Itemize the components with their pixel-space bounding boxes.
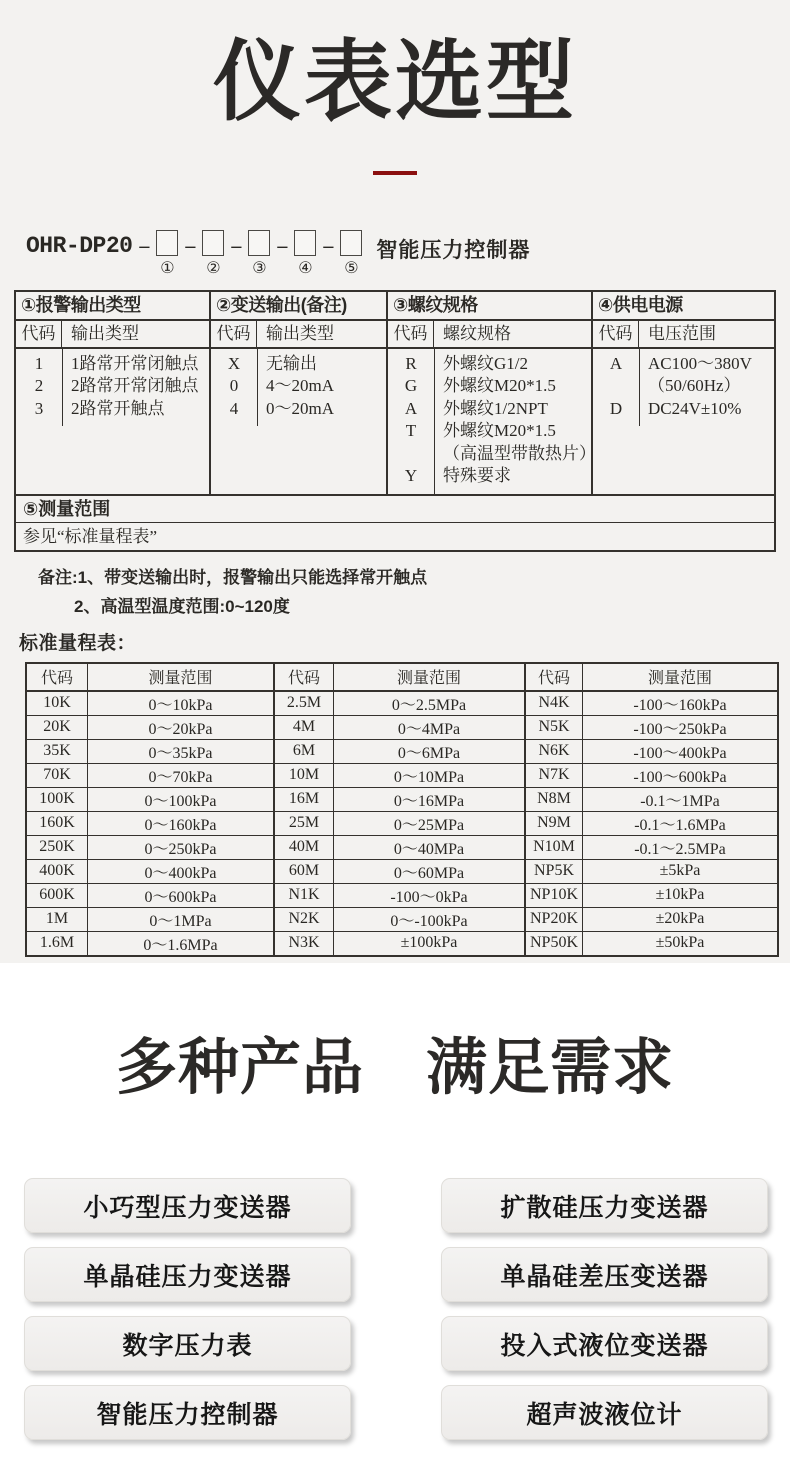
range-code-cell: N1K [274, 883, 334, 907]
desc-cell: 2路常开常闭触点 [71, 376, 199, 396]
range-value-cell: 0～60MPa [334, 859, 526, 883]
code-cell: 3 [34, 398, 44, 418]
position-number: ④ [298, 259, 313, 277]
model-dash: – [231, 234, 242, 257]
range-code-cell: NP10K [525, 883, 583, 907]
range-value-cell: 0～400kPa [88, 859, 275, 883]
range-code-cell: N2K [274, 907, 334, 931]
range-value-cell: 0～35kPa [88, 739, 275, 763]
selection-row [593, 353, 774, 376]
range-value-cell: 0～100kPa [88, 787, 275, 811]
range-row [26, 739, 778, 763]
selection-row [211, 375, 386, 398]
code-cell [593, 375, 639, 398]
product-button[interactable]: 小巧型压力变送器 [24, 1178, 351, 1233]
model-code-box [202, 230, 224, 256]
range-table-body [26, 691, 778, 956]
range-code-cell: 10K [26, 691, 88, 716]
desc-cell: 特殊要求 [443, 466, 511, 486]
product-button[interactable]: 超声波液位计 [441, 1385, 768, 1440]
range-col-header: 测量范围 [334, 663, 526, 691]
selection-column [16, 292, 211, 494]
code-cell: Y [404, 466, 418, 486]
range-col-header: 代码 [274, 663, 334, 691]
code-cell: 2 [34, 376, 44, 396]
desc-cell: 1路常开常闭触点 [71, 353, 199, 373]
code-cell: G [404, 376, 418, 396]
selection-table-columns [16, 292, 774, 494]
selection-column [388, 292, 596, 494]
range-table [25, 662, 779, 957]
range-value-cell: -100～250kPa [583, 715, 779, 739]
desc-cell: 外螺纹M20*1.5 [443, 421, 556, 441]
selection-row [388, 398, 591, 421]
range-code-cell: 1M [26, 907, 88, 931]
range-row [26, 835, 778, 859]
product-button[interactable]: 智能压力控制器 [24, 1385, 351, 1440]
selection-column [211, 292, 388, 494]
range-code-cell: N4K [525, 691, 583, 716]
range-row [26, 931, 778, 956]
code-header: 代码 [16, 321, 62, 347]
selection-row [16, 398, 209, 421]
range-row [26, 763, 778, 787]
range-code-cell: 250K [26, 835, 88, 859]
code-cell: D [609, 398, 623, 418]
notes [38, 563, 790, 621]
selection-row [16, 353, 209, 376]
selection-row [388, 375, 591, 398]
position-number: ① [160, 259, 175, 277]
range-row [26, 787, 778, 811]
range-code-cell: 4M [274, 715, 334, 739]
product-button[interactable]: 数字压力表 [24, 1316, 351, 1371]
code-cell: T [405, 421, 417, 441]
range-table-header [26, 663, 778, 691]
note-line: 2、高温型温度范围:0~120度 [74, 596, 290, 616]
product-grid [24, 1178, 768, 1440]
desc-cell: 外螺纹M20*1.5 [443, 376, 556, 396]
range-row [26, 859, 778, 883]
range-code-cell: 160K [26, 811, 88, 835]
range-value-cell: 0～70kPa [88, 763, 275, 787]
selection-row [388, 420, 591, 443]
selection-column-body [16, 349, 209, 427]
range-value-cell: -0.1～2.5MPa [583, 835, 779, 859]
range-code-cell: 2.5M [274, 691, 334, 716]
range-code-cell: 70K [26, 763, 88, 787]
desc-cell: 0～20mA [266, 398, 334, 418]
range-code-cell: 100K [26, 787, 88, 811]
range-value-cell: -100～400kPa [583, 739, 779, 763]
product-button[interactable]: 投入式液位变送器 [441, 1316, 768, 1371]
selection-column-title: ③螺纹规格 [388, 292, 591, 321]
range-code-cell: N3K [274, 931, 334, 956]
range-code-cell: 6M [274, 739, 334, 763]
range-value-cell: 0～16MPa [334, 787, 526, 811]
code-cell: A [404, 398, 418, 418]
range-code-cell: N9M [525, 811, 583, 835]
model-prefix: OHR-DP20 [26, 232, 133, 259]
model-code-box [340, 230, 362, 256]
position-number: ② [206, 259, 221, 277]
range-code-cell: 400K [26, 859, 88, 883]
model-code-slot [340, 230, 362, 277]
selection-row [388, 353, 591, 376]
selection-column-subheader [16, 321, 209, 349]
selection-row [388, 443, 596, 466]
product-button[interactable]: 单晶硅压力变送器 [24, 1247, 351, 1302]
range-value-cell: ±10kPa [583, 883, 779, 907]
desc-header: 螺纹规格 [443, 323, 511, 343]
range-col-header: 代码 [525, 663, 583, 691]
range-code-cell: NP20K [525, 907, 583, 931]
model-dash: – [185, 234, 196, 257]
code-cell: 0 [229, 376, 239, 396]
range-value-cell: 0～1MPa [88, 907, 275, 931]
selection-column-subheader [593, 321, 774, 349]
header-row [26, 663, 778, 691]
model-dash: – [139, 234, 150, 257]
range-code-cell: 10M [274, 763, 334, 787]
desc-cell: 无输出 [266, 353, 317, 373]
code-header: 代码 [211, 321, 257, 347]
selection-column-title: ①报警输出类型 [16, 292, 209, 321]
range-row [26, 715, 778, 739]
range-code-cell: N8M [525, 787, 583, 811]
range-value-cell: 0～6MPa [334, 739, 526, 763]
selection-column-title: ④供电电源 [593, 292, 774, 321]
selection-table [14, 290, 776, 552]
range-code-cell: 60M [274, 859, 334, 883]
code-header: 代码 [593, 321, 639, 347]
range-col-header: 测量范围 [583, 663, 779, 691]
model-code-slot [202, 230, 224, 277]
desc-cell: （50/60Hz） [648, 376, 741, 396]
selection-column-subheader [388, 321, 591, 349]
range-table-label: 标准量程表： [19, 632, 137, 654]
desc-cell: （高温型带散热片） [443, 443, 596, 463]
model-code-slot [294, 230, 316, 277]
range-row [26, 883, 778, 907]
desc-cell: 外螺纹G1/2 [443, 353, 528, 373]
range-row [26, 811, 778, 835]
selection-row [211, 398, 386, 421]
range-value-cell: 0～25MPa [334, 811, 526, 835]
range-section-title: ⑤测量范围 [16, 494, 774, 522]
range-value-cell: 0～40MPa [334, 835, 526, 859]
range-value-cell: -0.1～1.6MPa [583, 811, 779, 835]
desc-cell: 外螺纹1/2NPT [443, 398, 548, 418]
selection-row [211, 353, 386, 376]
model-suffix: 智能压力控制器 [376, 237, 531, 262]
range-code-cell: N10M [525, 835, 583, 859]
desc-cell: AC100～380V [648, 353, 752, 373]
range-value-cell: ±50kPa [583, 931, 779, 956]
desc-header: 输出类型 [71, 323, 139, 343]
range-code-cell: N6K [525, 739, 583, 763]
model-code-box [294, 230, 316, 256]
selection-row [388, 465, 591, 488]
selection-row [16, 375, 209, 398]
range-code-cell: 1.6M [26, 931, 88, 956]
range-code-cell: 16M [274, 787, 334, 811]
range-value-cell: ±100kPa [334, 931, 526, 956]
selection-column-body [593, 349, 774, 427]
page-title: 仪表选型 [212, 32, 577, 131]
desc-cell: DC24V±10% [648, 398, 742, 418]
range-code-cell: 20K [26, 715, 88, 739]
model-code-slot [248, 230, 270, 277]
selection-column-subheader [211, 321, 386, 349]
range-code-cell: NP50K [525, 931, 583, 956]
desc-header: 输出类型 [266, 323, 334, 343]
range-col-header: 测量范围 [88, 663, 275, 691]
range-code-cell: 25M [274, 811, 334, 835]
code-cell: 4 [229, 398, 239, 418]
range-code-cell: 600K [26, 883, 88, 907]
selection-column [593, 292, 774, 494]
range-row [26, 907, 778, 931]
range-code-cell: N7K [525, 763, 583, 787]
code-cell: A [609, 353, 623, 373]
selection-column-title: ②变送输出(备注) [211, 292, 386, 321]
products-section [0, 963, 790, 1468]
range-value-cell: 0～2.5MPa [334, 691, 526, 716]
product-button[interactable]: 扩散硅压力变送器 [441, 1178, 768, 1233]
range-code-cell: 40M [274, 835, 334, 859]
model-code-slot [156, 230, 178, 277]
code-cell: 1 [34, 353, 44, 373]
accent-dash [373, 171, 417, 175]
range-value-cell: ±20kPa [583, 907, 779, 931]
code-cell: X [227, 353, 241, 373]
range-value-cell: 0～250kPa [88, 835, 275, 859]
range-value-cell: 0～160kPa [88, 811, 275, 835]
code-cell: R [405, 353, 417, 373]
range-value-cell: 0～10MPa [334, 763, 526, 787]
selection-row [593, 398, 774, 421]
range-value-cell: ±5kPa [583, 859, 779, 883]
range-code-cell: N5K [525, 715, 583, 739]
range-value-cell: 0～4MPa [334, 715, 526, 739]
range-section-body: 参见“标准量程表” [16, 522, 774, 550]
range-value-cell: 0～-100kPa [334, 907, 526, 931]
selection-row [593, 375, 774, 398]
range-value-cell: -100～600kPa [583, 763, 779, 787]
model-dash: – [277, 234, 288, 257]
range-value-cell: -100～0kPa [334, 883, 526, 907]
selection-column-body [388, 349, 596, 494]
range-code-cell: NP5K [525, 859, 583, 883]
range-code-cell: 35K [26, 739, 88, 763]
model-code-box [248, 230, 270, 256]
products-heading: 多种产品 满足需求 [115, 1033, 674, 1101]
code-header: 代码 [388, 321, 434, 347]
desc-cell: 2路常开触点 [71, 398, 165, 418]
range-col-header: 代码 [26, 663, 88, 691]
desc-header: 电压范围 [648, 323, 716, 343]
note-line: 备注:1、带变送输出时，报警输出只能选择常开触点 [38, 567, 428, 587]
range-value-cell: -0.1～1MPa [583, 787, 779, 811]
range-value-cell: -100～160kPa [583, 691, 779, 716]
range-value-cell: 0～1.6MPa [88, 931, 275, 956]
range-value-cell: 0～10kPa [88, 691, 275, 716]
desc-cell: 4～20mA [266, 376, 334, 396]
selection-column-body [211, 349, 386, 427]
model-code-row [26, 230, 790, 277]
model-dash: – [323, 234, 334, 257]
position-number: ⑤ [344, 259, 359, 277]
range-value-cell: 0～600kPa [88, 883, 275, 907]
range-row [26, 691, 778, 716]
model-code-box [156, 230, 178, 256]
product-button[interactable]: 单晶硅差压变送器 [441, 1247, 768, 1302]
range-value-cell: 0～20kPa [88, 715, 275, 739]
code-cell [388, 443, 434, 466]
position-number: ③ [252, 259, 267, 277]
